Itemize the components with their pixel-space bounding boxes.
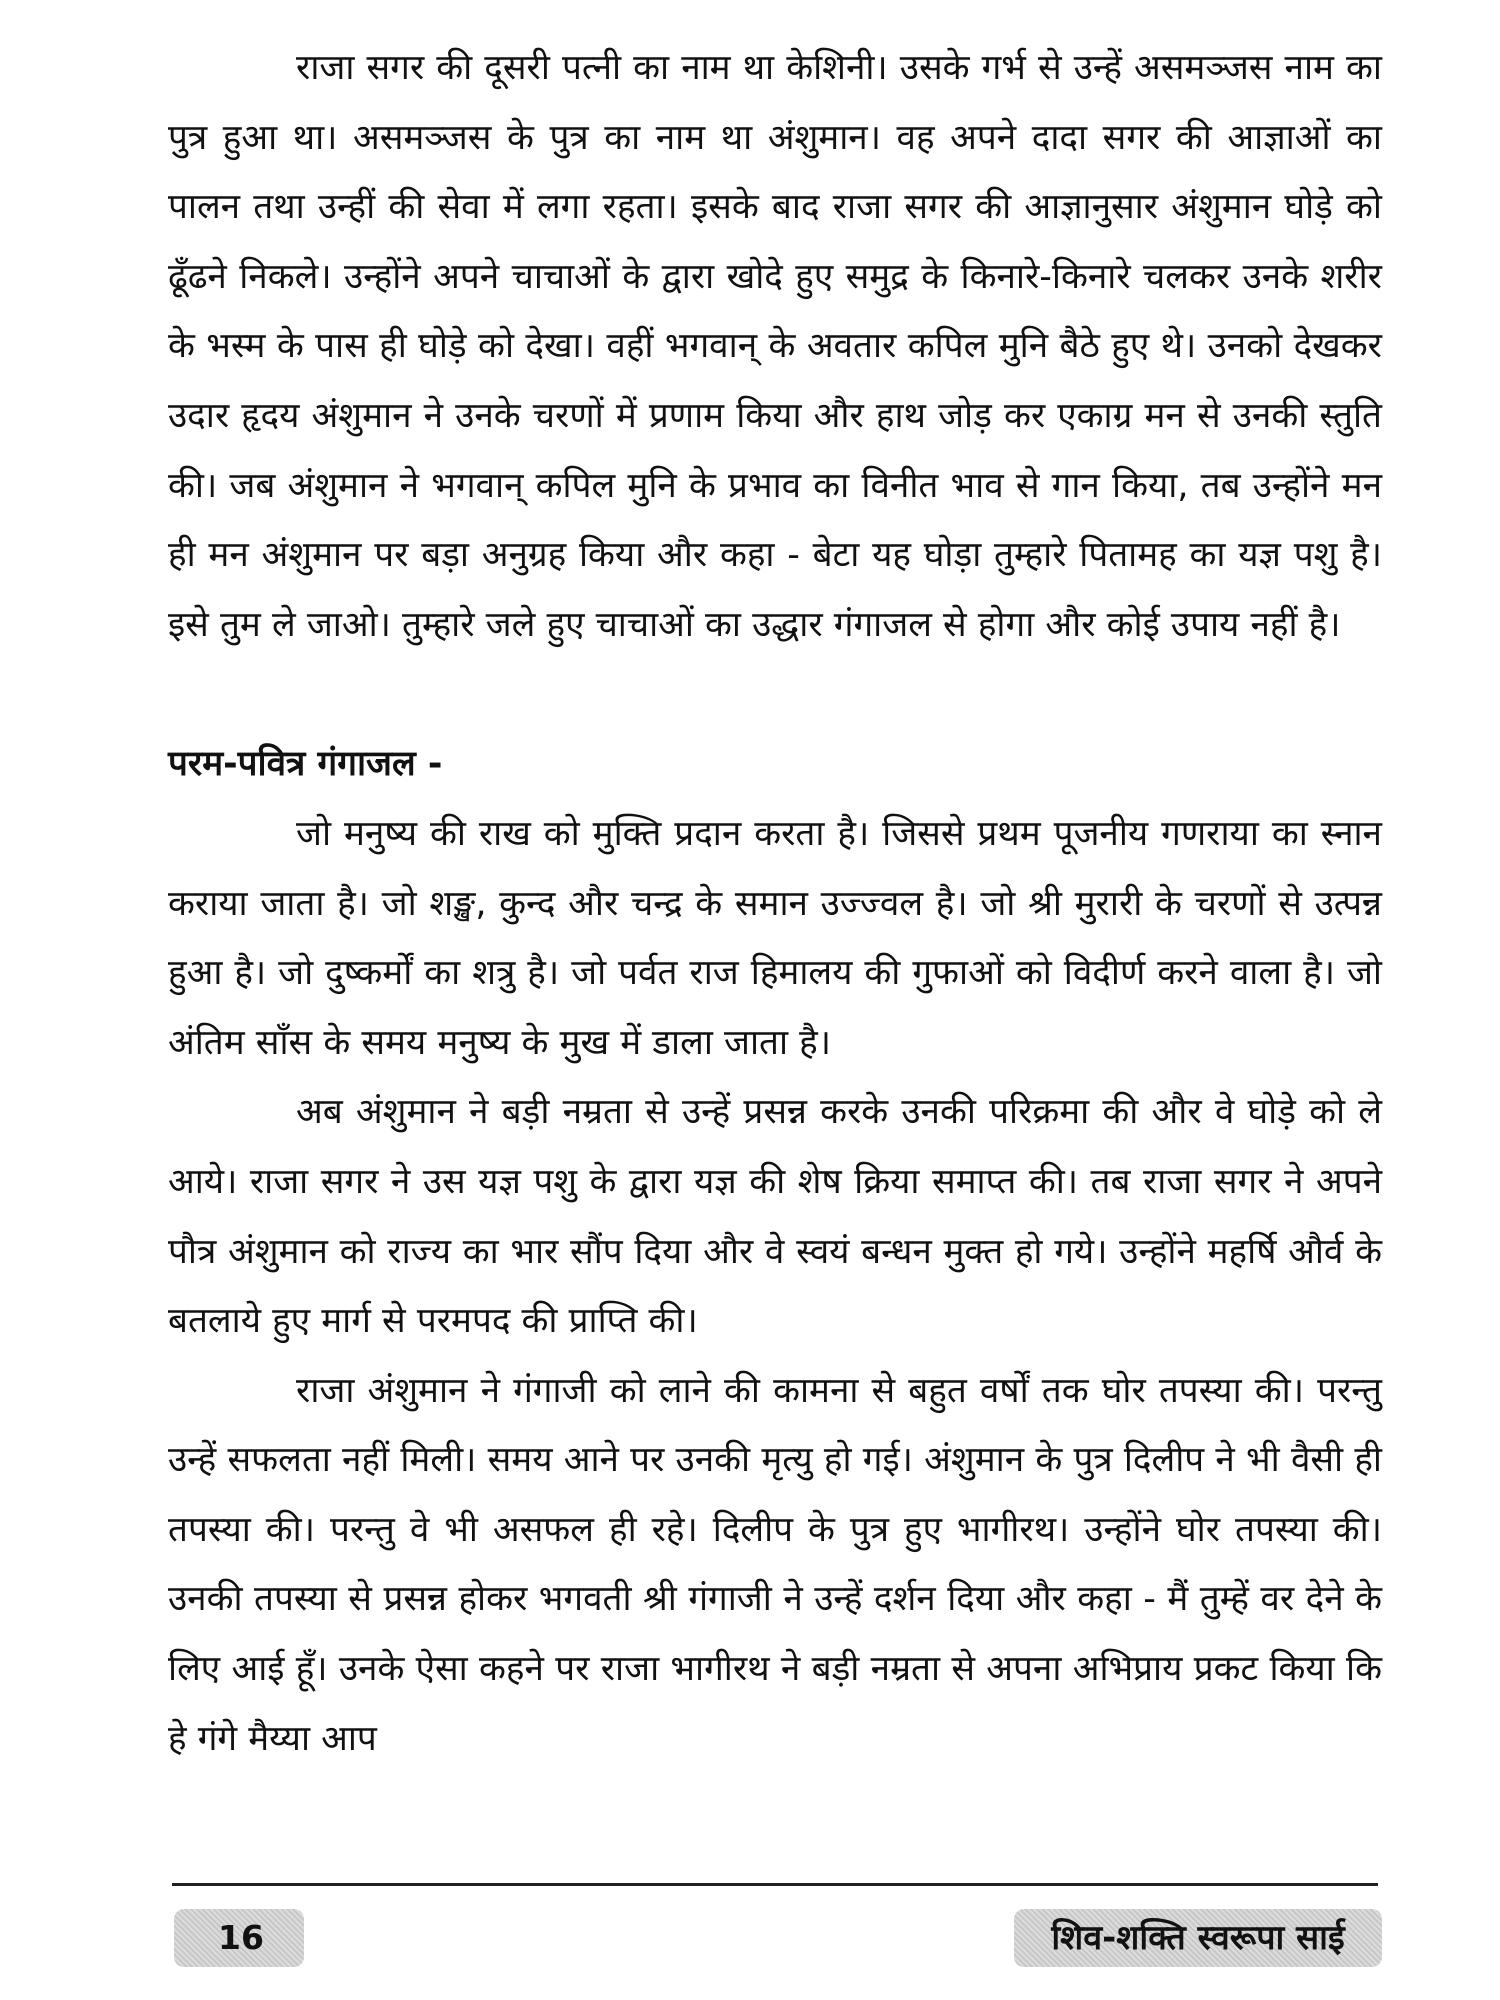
page-number: 16 [174, 1909, 304, 1967]
paragraph-1: राजा सगर की दूसरी पत्नी का नाम था केशिनी। उसके गर्भ से उन्हें असमञ्जस नाम का पुत्र हुआ था। असमञ्जस के पुत्र का नाम था अंशुमान। वह अपने दादा सगर की आज्ञाओं का पालन तथा उन्हीं की सेवा में लगा रहता। इसके बाद राजा सगर की आज्ञानुसार अंशुमान घोड़े को ढूँढने निकले। उन्होंने अपने चाचाओं के द्वारा खोदे हुए समुद्र के किनारे-किनारे चलकर उनके शरीर के भस्म के पास ही घोड़े को देखा। वहीं भगवान् के अवतार कपिल मुनि बैठे हुए थे। उनको देखकर उदार हृदय अंशुमान ने उनके चरणों में प्रणाम किया और हाथ जोड़ कर एकाग्र मन से उनकी स्तुति की। जब अंशुमान ने भगवान् कपिल मुनि के प्रभाव का विनीत भाव से गान किया, तब उन्होंने मन ही मन अंशुमान पर बड़ा अनुग्रह किया और कहा - बेटा यह घोड़ा तुम्हारे पितामह का यज्ञ पशु है। इसे तुम ले जाओ। तुम्हारे जले हुए चाचाओं का उद्धार गंगाजल से होगा और कोई उपाय नहीं है। [168, 48, 1382, 645]
book-title: शिव-शक्ति स्वरूपा साई [1014, 1909, 1382, 1967]
paragraph-2: जो मनुष्य की राख को मुक्ति प्रदान करता है। जिससे प्रथम पूजनीय गणराया का स्नान कराया जाता है। जो शङ्ख, कुन्द और चन्द्र के समान उज्ज्वल है। जो श्री मुरारी के चरणों से उत्पन्न हुआ है। जो दुष्कर्मों का शत्रु है। जो पर्वत राज हिमालय की गुफाओं को विदीर्ण करने वाला है। जो अंतिम साँस के समय मनुष्य के मुख में डाला जाता है। [168, 813, 1382, 1063]
page-body [168, 34, 1382, 1774]
section-heading: परम-पवित्र गंगाजल - [168, 744, 443, 785]
paragraph-4: राजा अंशुमान ने गंगाजी को लाने की कामना से बहुत वर्षों तक घोर तपस्या की। परन्तु उन्हें सफलता नहीं मिली। समय आने पर उनकी मृत्यु हो गई। अंशुमान के पुत्र दिलीप ने भी वैसी ही तपस्या की। परन्तु वे भी असफल ही रहे। दिलीप के पुत्र हुए भागीरथ। उन्होंने घोर तपस्या की। उनकी तपस्या से प्रसन्न होकर भगवती श्री गंगाजी ने उन्हें दर्शन दिया और कहा - मैं तुम्हें वर देने के लिए आई हूँ। उनके ऐसा कहने पर राजा भागीरथ ने बड़ी नम्रता से अपना अभिप्राय प्रकट किया कि हे गंगे मैय्या आप [168, 1370, 1382, 1759]
paragraph-3: अब अंशुमान ने बड़ी नम्रता से उन्हें प्रसन्न करके उनकी परिक्रमा की और वे घोड़े को ले आये। राजा सगर ने उस यज्ञ पशु के द्वारा यज्ञ की शेष क्रिया समाप्त की। तब राजा सगर ने अपने पौत्र अंशुमान को राज्य का भार सौंप दिया और वे स्वयं बन्धन मुक्त हो गये। उन्होंने महर्षि और्व के बतलाये हुए मार्ग से परमपद की प्राप्ति की। [168, 1092, 1382, 1342]
footer-divider [172, 1883, 1378, 1886]
